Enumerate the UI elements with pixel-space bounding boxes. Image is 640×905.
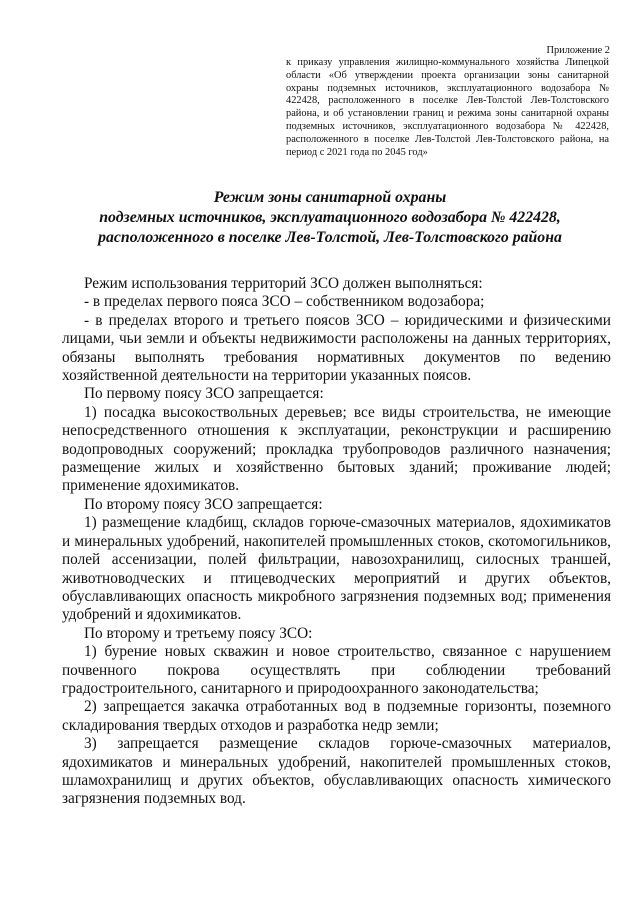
paragraph-second-third-zone-item-1: 1) бурение новых скважин и новое строительство, связанное с нарушением почвенного покрова осуществлять при соблюдении требований градостроительного, санитарного и природоохранного законодательства; (62, 643, 611, 697)
paragraph-regime-intro: Режим использования территорий ЗСО должен выполняться: (84, 275, 483, 292)
document-title (50, 188, 610, 248)
title-line-3: расположенного в поселке Лев-Толстой, Лев-Толстовского района (98, 229, 562, 246)
paragraph-second-third-zone-heading: По второму и третьему поясу ЗСО: (84, 624, 313, 642)
appendix-reference: к приказу управления жилищно-коммунального хозяйства Липецкой области «Об утверждении проекта организации зоны санитарной охраны подземных источников, эксплуатационного водозабора № 422428, расположенного в поселке Лев-Толстой Лев-Толстовского района, и об установлении границ и режима зоны санитарной охраны подземных источников, эксплуатационного водозабора № 422428, расположенного в поселке Лев-Толстой Лев-Толстовского района, на период с 2021 года по 2045 год» (286, 57, 609, 158)
paragraph-first-zone-heading: По первому поясу ЗСО запрещается: (84, 385, 324, 403)
paragraph-second-third-zone-persons: - в пределах второго и третьего поясов ЗСО – юридическими и физическими лицами, чьи земли и объекты недвижимости расположены на данных территориях, обязаны выполнять требования нормативных документов по ведению хозяйственной деятельности на территории указанных поясов. (62, 311, 611, 385)
paragraph-second-zone-heading: По второму поясу ЗСО запрещается: (84, 495, 323, 513)
appendix-number: Приложение 2 (546, 45, 610, 56)
document-body (62, 275, 611, 809)
title-line-1: Режим зоны санитарной охраны (213, 189, 447, 206)
paragraph-second-third-zone-item-2: 2) запрещается закачка отработанных вод в подземные горизонты, поземного складирования твердых отходов и разработка недр земли; (62, 698, 611, 734)
title-line-2: подземных источников, эксплуатационного водозабора № 422428, (99, 209, 561, 226)
paragraph-first-zone-owner: - в пределах первого пояса ЗСО – собственником водозабора; (84, 293, 485, 311)
paragraph-first-zone-item-1: 1) посадка высокоствольных деревьев; все виды строительства, не имеющие непосредственного отношения к эксплуатации, реконструкции и расширению водопроводных сооружений; прокладка трубопроводов различного назначения; размещение жилых и хозяйственно бытовых зданий; проживание людей; применение ядохимикатов. (62, 403, 611, 495)
paragraph-second-third-zone-item-3: 3) запрещается размещение складов горюче-смазочных материалов, ядохимикатов и минеральных удобрений, накопителей промышленных стоков, шламохранилищ и других объектов, обуславливающих опасность химического загрязнения подземных вод. (62, 735, 611, 808)
paragraph-second-zone-item-1: 1) размещение кладбищ, складов горюче-смазочных материалов, ядохимикатов и минеральных удобрений, накопителей промышленных стоков, скотомогильников, полей ассенизации, полей фильтрации, навозохранилищ, силосных траншей, животноводческих и птицеводческих мероприятий и других объектов, обуславливающих опасность микробного загрязнения подземных вод; применения удобрений и ядохимикатов. (62, 514, 611, 624)
